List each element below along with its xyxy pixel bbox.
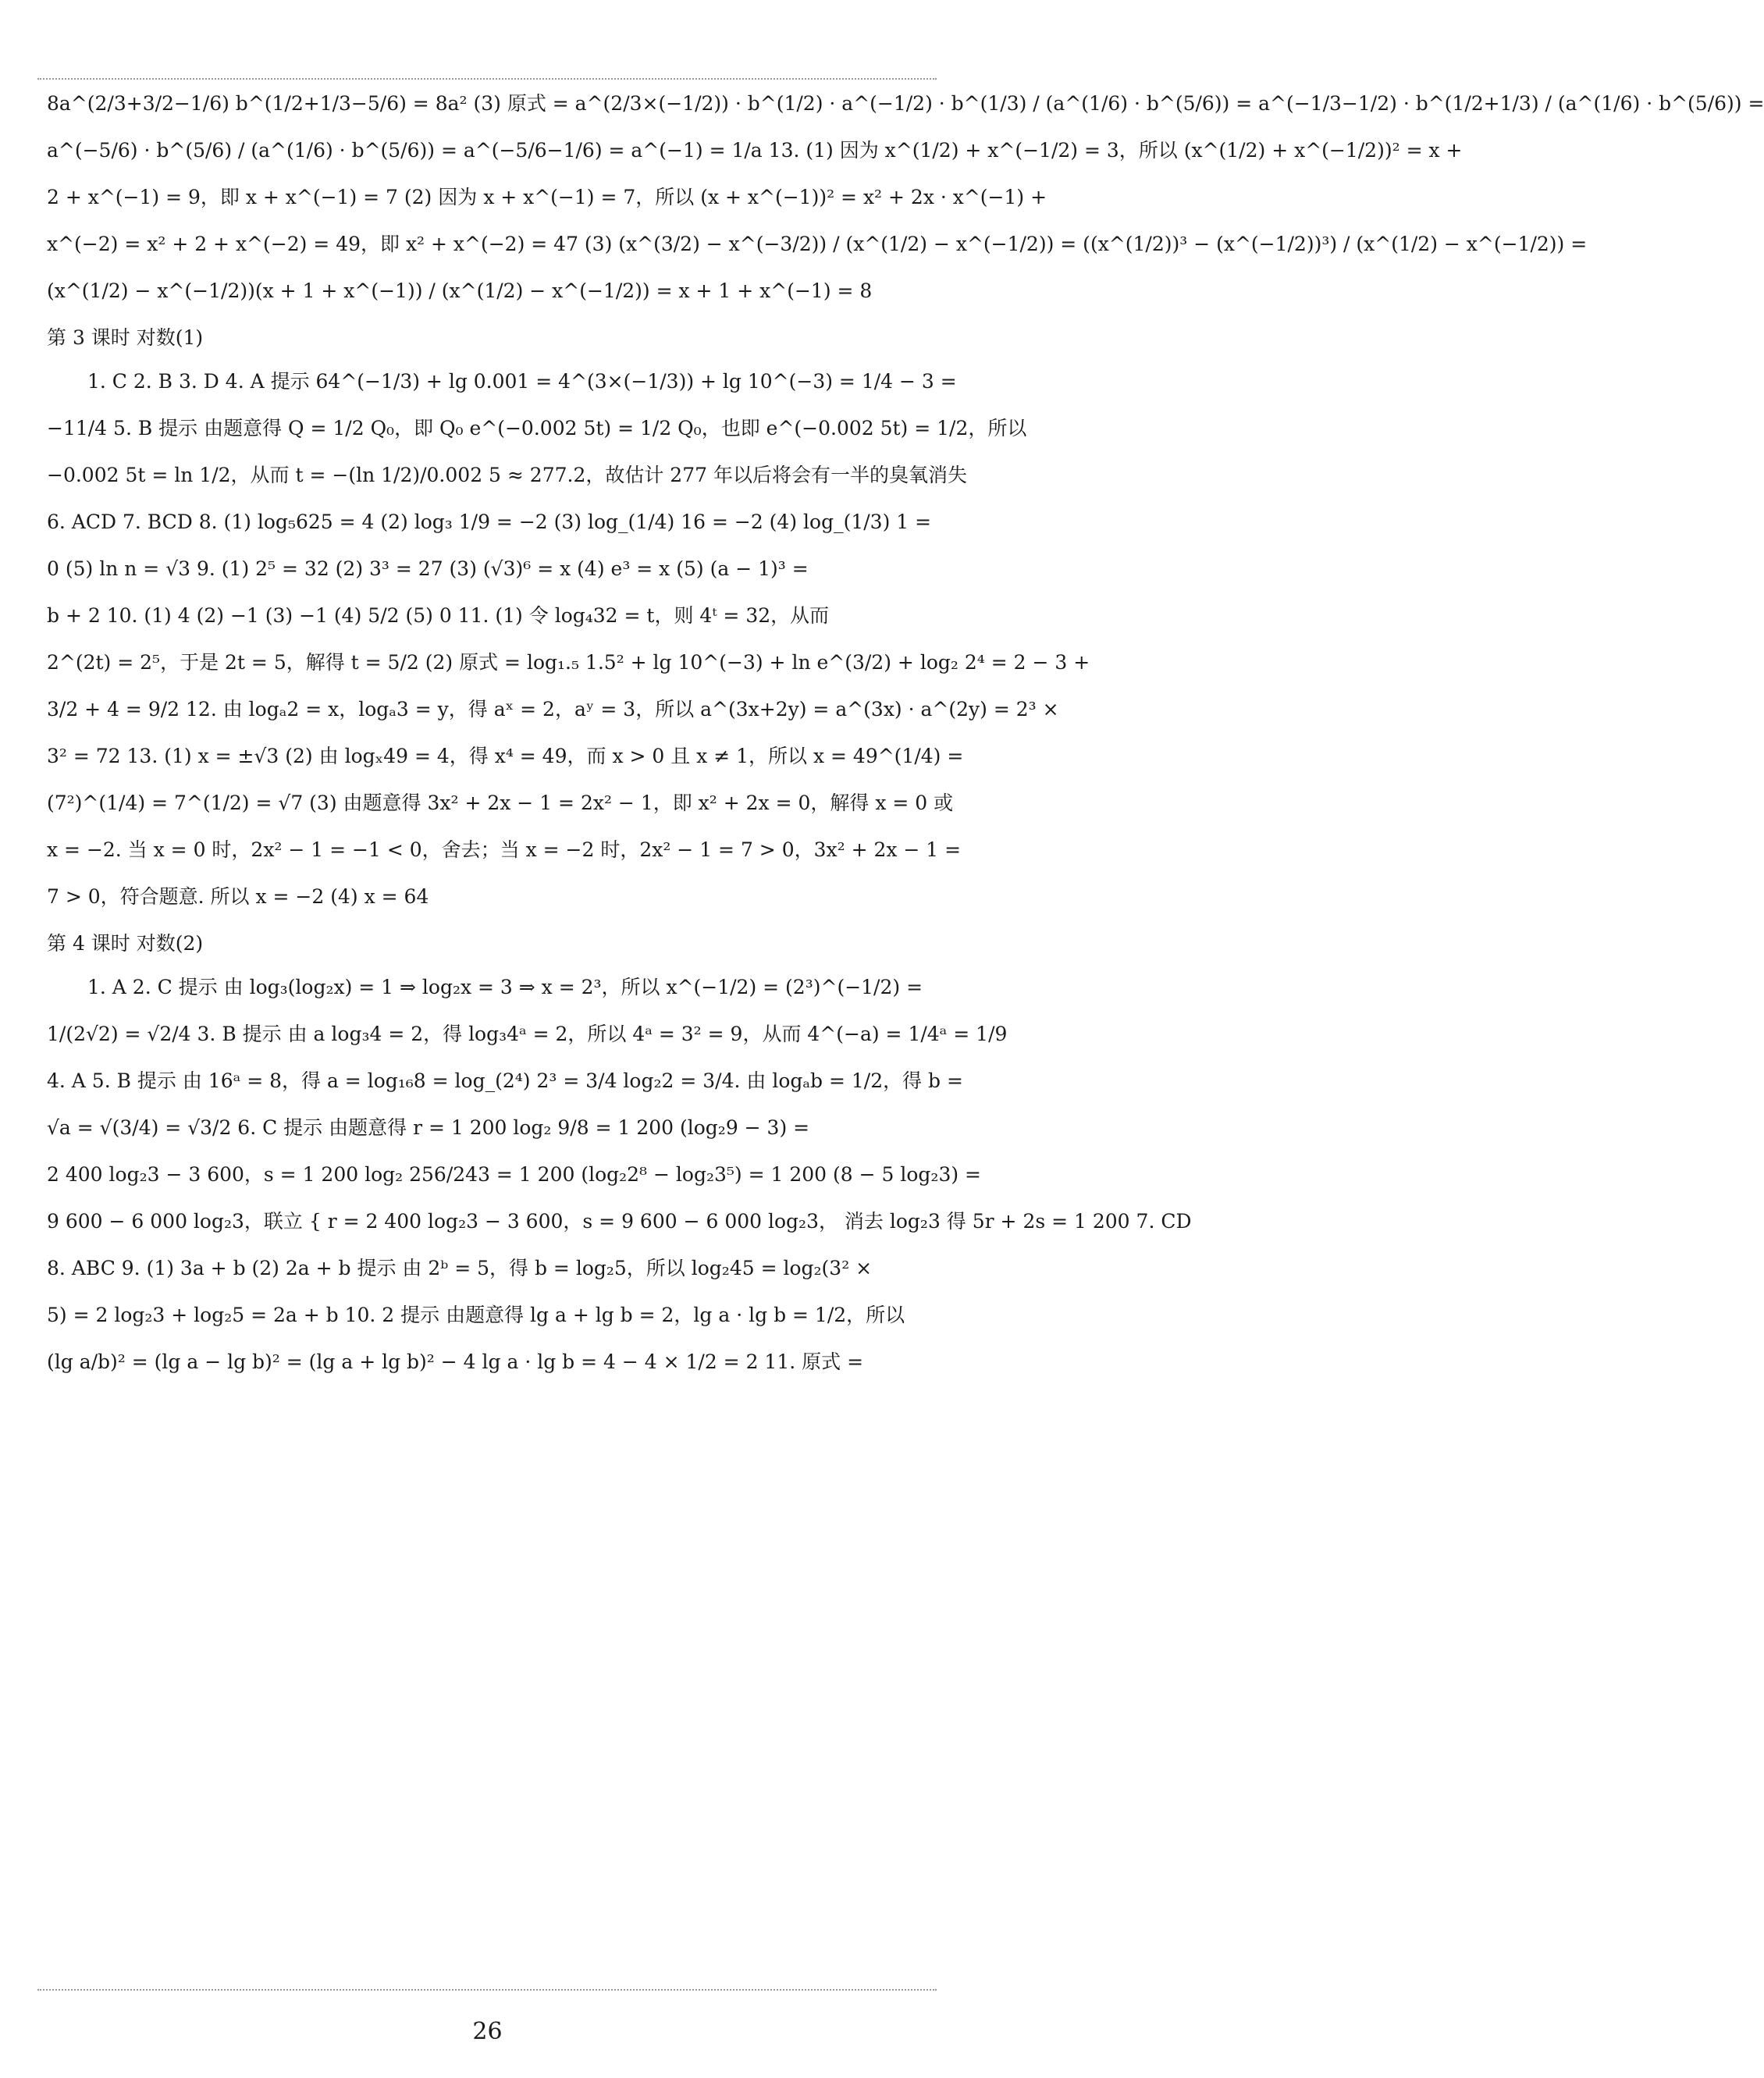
text-line: (x^(1/2) − x^(−1/2))(x + 1 + x^(−1)) / (x^(1/2) − x^(−1/2)) = x + 1 + x^(−1) = 8 xyxy=(47,279,873,302)
text-line: b + 2 10. (1) 4 (2) −1 (3) −1 (4) 5/2 (5) 0 11. (1) 令 log₄32 = t，则 4ᵗ = 32，从而 xyxy=(47,604,830,627)
section-heading-lesson-3: 第 3 课时 对数(1) xyxy=(47,326,204,349)
text-line: x = −2. 当 x = 0 时，2x² − 1 = −1 < 0，舍去；当 x = −2 时，2x² − 1 = 7 > 0，3x² + 2x − 1 = xyxy=(47,838,962,861)
text-line: 1. C 2. B 3. D 4. A 提示 64^(−1/3) + lg 0.001 = 4^(3×(−1/3)) + lg 10^(−3) = 1/4 − 3 = xyxy=(87,370,957,393)
text-line: −11/4 5. B 提示 由题意得 Q = 1/2 Q₀，即 Q₀ e^(−0.002 5t) = 1/2 Q₀，也即 e^(−0.002 5t) = 1/2，所以 xyxy=(47,417,1027,439)
top-divider xyxy=(37,78,937,80)
text-line: −0.002 5t = ln 1/2，从而 t = −(ln 1/2)/0.002 5 ≈ 277.2，故估计 277 年以后将会有一半的臭氧消失 xyxy=(47,464,967,486)
text-line: 8a^(2/3+3/2−1/6) b^(1/2+1/3−5/6) = 8a² (3) 原式 = a^(2/3×(−1/2)) · b^(1/2) · a^(−1/2) · b^(1/3) / (a^(1/6) · b^(5/6)) = a^(−1/3−1/2) · b^(1/2+1/3) / (a^(1/6) · b^(5/6)) = xyxy=(47,92,1764,115)
text-line: (lg a/b)² = (lg a − lg b)² = (lg a + lg b)² − 4 lg a · lg b = 4 − 4 × 1/2 = 2 11. 原式 = xyxy=(47,1350,864,1373)
text-line: a^(−5/6) · b^(5/6) / (a^(1/6) · b^(5/6)) = a^(−5/6−1/6) = a^(−1) = 1/a 13. (1) 因为 x^(1/2) + x^(−1/2) = 3，所以 (x^(1/2) + x^(−1/2))² = x + xyxy=(47,139,1463,162)
text-line: 3² = 72 13. (1) x = ±√3 (2) 由 logₓ49 = 4，得 x⁴ = 49，而 x > 0 且 x ≠ 1，所以 x = 49^(1/4) = xyxy=(47,745,964,767)
text-line: 6. ACD 7. BCD 8. (1) log₅625 = 4 (2) log₃ 1/9 = −2 (3) log_(1/4) 16 = −2 (4) log_(1/3) 1 = xyxy=(47,511,932,533)
text-line: 4. A 5. B 提示 由 16ᵃ = 8，得 a = log₁₆8 = log_(2⁴) 2³ = 3/4 log₂2 = 3/4. 由 logₐb = 1/2，得 b = xyxy=(47,1069,963,1092)
text-line: 2 400 log₂3 − 3 600，s = 1 200 log₂ 256/243 = 1 200 (log₂2⁸ − log₂3⁵) = 1 200 (8 − 5 log₂3) = xyxy=(47,1163,982,1186)
text-line: 1/(2√2) = √2/4 3. B 提示 由 a log₃4 = 2，得 log₃4ᵃ = 2，所以 4ᵃ = 3² = 9，从而 4^(−a) = 1/4ᵃ = 1/9 xyxy=(47,1023,1008,1045)
bottom-divider xyxy=(37,1989,937,1991)
text-line: x^(−2) = x² + 2 + x^(−2) = 49，即 x² + x^(−2) = 47 (3) (x^(3/2) − x^(−3/2)) / (x^(1/2) − x^(−1/2)) = ((x^(1/2))³ − (x^(−1/2))³) / (x^(1/2) − x^(−1/2)) = xyxy=(47,233,1588,255)
text-line: 3/2 + 4 = 9/2 12. 由 logₐ2 = x，logₐ3 = y，得 aˣ = 2，aʸ = 3，所以 a^(3x+2y) = a^(3x) · a^(2y) = 2³ × xyxy=(47,698,1059,721)
text-line: 1. A 2. C 提示 由 log₃(log₂x) = 1 ⇒ log₂x = 3 ⇒ x = 2³，所以 x^(−1/2) = (2³)^(−1/2) = xyxy=(87,976,923,998)
answer-text xyxy=(47,92,1764,1397)
text-line: 5) = 2 log₂3 + log₂5 = 2a + b 10. 2 提示 由题意得 lg a + lg b = 2，lg a · lg b = 1/2，所以 xyxy=(47,1304,905,1326)
text-line: 2 + x^(−1) = 9，即 x + x^(−1) = 7 (2) 因为 x + x^(−1) = 7，所以 (x + x^(−1))² = x² + 2x · x^(−1) + xyxy=(47,186,1047,208)
text-line: 7 > 0，符合题意. 所以 x = −2 (4) x = 64 xyxy=(47,885,429,908)
page-number: 26 xyxy=(472,2018,503,2045)
text-line: 8. ABC 9. (1) 3a + b (2) 2a + b 提示 由 2ᵇ = 5，得 b = log₂5，所以 log₂45 = log₂(3² × xyxy=(47,1257,873,1279)
text-line: √a = √(3/4) = √3/2 6. C 提示 由题意得 r = 1 200 log₂ 9/8 = 1 200 (log₂9 − 3) = xyxy=(47,1116,810,1139)
text-line: (7²)^(1/4) = 7^(1/2) = √7 (3) 由题意得 3x² + 2x − 1 = 2x² − 1，即 x² + 2x = 0，解得 x = 0 或 xyxy=(47,792,954,814)
section-heading-lesson-4: 第 4 课时 对数(2) xyxy=(47,932,204,955)
text-line: 0 (5) ln n = √3 9. (1) 2⁵ = 32 (2) 3³ = 27 (3) (√3)⁶ = x (4) e³ = x (5) (a − 1)³ = xyxy=(47,557,809,580)
text-line: 9 600 − 6 000 log₂3，联立 { r = 2 400 log₂3 − 3 600，s = 9 600 − 6 000 log₂3， 消去 log₂3 得 5r + 2s = 1 200 7. CD xyxy=(47,1210,1192,1233)
text-line: 2^(2t) = 2⁵，于是 2t = 5，解得 t = 5/2 (2) 原式 = log₁.₅ 1.5² + lg 10^(−3) + ln e^(3/2) + log₂ 2⁴ = 2 − 3 + xyxy=(47,651,1090,674)
